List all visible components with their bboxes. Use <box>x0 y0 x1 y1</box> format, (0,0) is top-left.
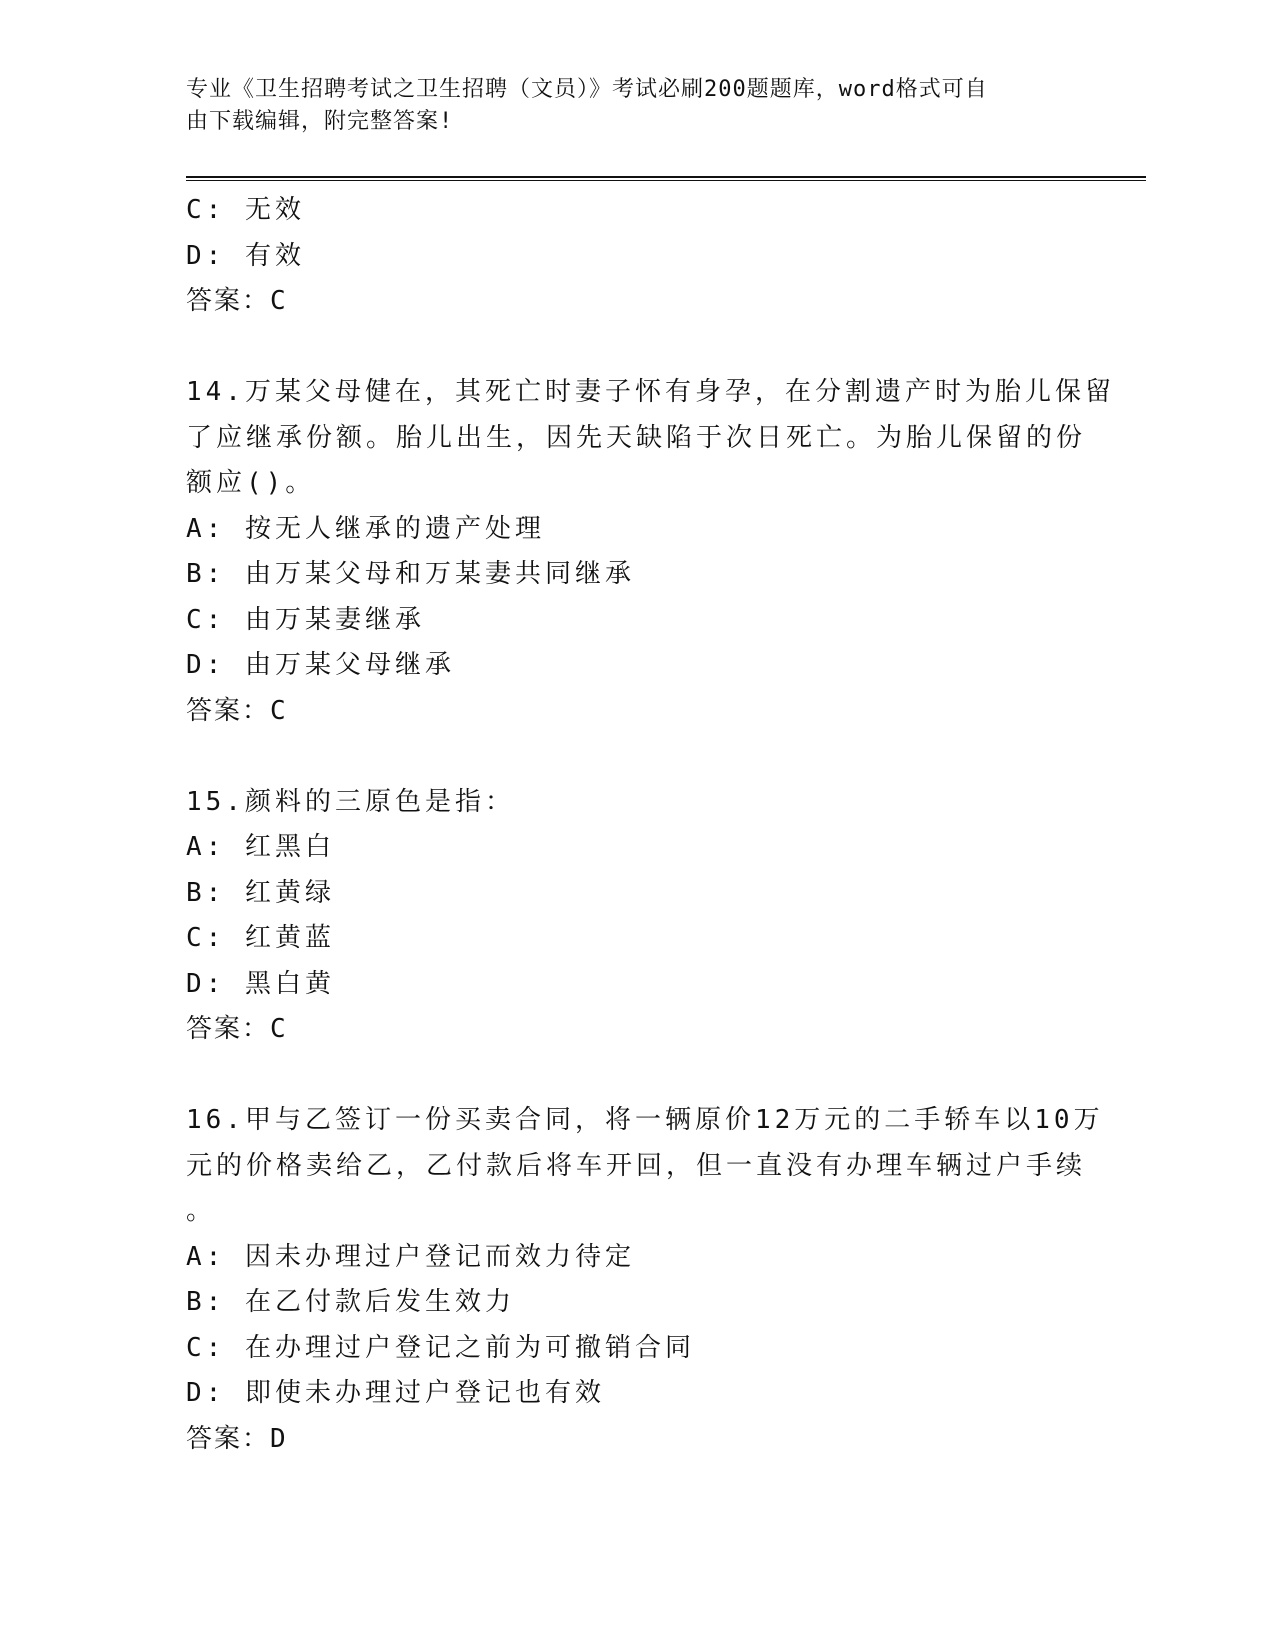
question-16 <box>186 1098 1146 1462</box>
question-stem-line: 14.万某父母健在，其死亡时妻子怀有身孕，在分割遗产时为胎儿保留 <box>186 377 1115 407</box>
document-header <box>186 74 1086 138</box>
question-stem-line: 额应()。 <box>186 468 316 498</box>
option-b: B: 红黄绿 <box>186 877 335 908</box>
question-stem-line: 。 <box>186 1196 217 1226</box>
question-15 <box>186 780 1146 1053</box>
question-stem-line: 16.甲与乙签订一份买卖合同，将一辆原价12万元的二手轿车以10万 <box>186 1105 1104 1135</box>
option-c: C: 在办理过户登记之前为可撤销合同 <box>186 1332 695 1363</box>
option-c: C: 无效 <box>186 195 305 225</box>
spacer <box>186 325 1146 371</box>
answer-line: 答案：C <box>186 695 288 726</box>
header-line-1: 专业《卫生招聘考试之卫生招聘（文员）》考试必刷200题题库，word格式可自 <box>186 77 988 102</box>
question-stem-line: 15.颜料的三原色是指： <box>186 786 515 817</box>
option-c: C: 由万某妻继承 <box>186 604 425 635</box>
spacer <box>186 734 1146 780</box>
question-stem-line: 了应继承份额。胎儿出生，因先天缺陷于次日死亡。为胎儿保留的份 <box>186 422 1087 453</box>
option-b: B: 在乙付款后发生效力 <box>186 1287 515 1317</box>
option-b: B: 由万某父母和万某妻共同继承 <box>186 559 635 589</box>
header-divider <box>186 176 1146 181</box>
question-14 <box>186 370 1146 734</box>
option-d: D: 由万某父母继承 <box>186 650 455 680</box>
option-d: D: 有效 <box>186 240 305 271</box>
header-line-2: 由下载编辑，附完整答案! <box>186 109 454 134</box>
spacer <box>186 1053 1146 1099</box>
option-d: D: 即使未办理过户登记也有效 <box>186 1378 605 1408</box>
answer-line: 答案：C <box>186 286 288 316</box>
question-list <box>186 188 1146 1462</box>
option-a: A: 按无人继承的遗产处理 <box>186 513 545 544</box>
question-13-continued <box>186 188 1146 325</box>
option-a: A: 因未办理过户登记而效力待定 <box>186 1241 635 1272</box>
option-c: C: 红黄蓝 <box>186 923 335 953</box>
answer-line: 答案：C <box>186 1014 288 1044</box>
option-a: A: 红黑白 <box>186 832 335 862</box>
answer-line: 答案：D <box>186 1423 288 1454</box>
question-stem-line: 元的价格卖给乙，乙付款后将车开回，但一直没有办理车辆过户手续 <box>186 1150 1087 1181</box>
option-d: D: 黑白黄 <box>186 968 335 999</box>
